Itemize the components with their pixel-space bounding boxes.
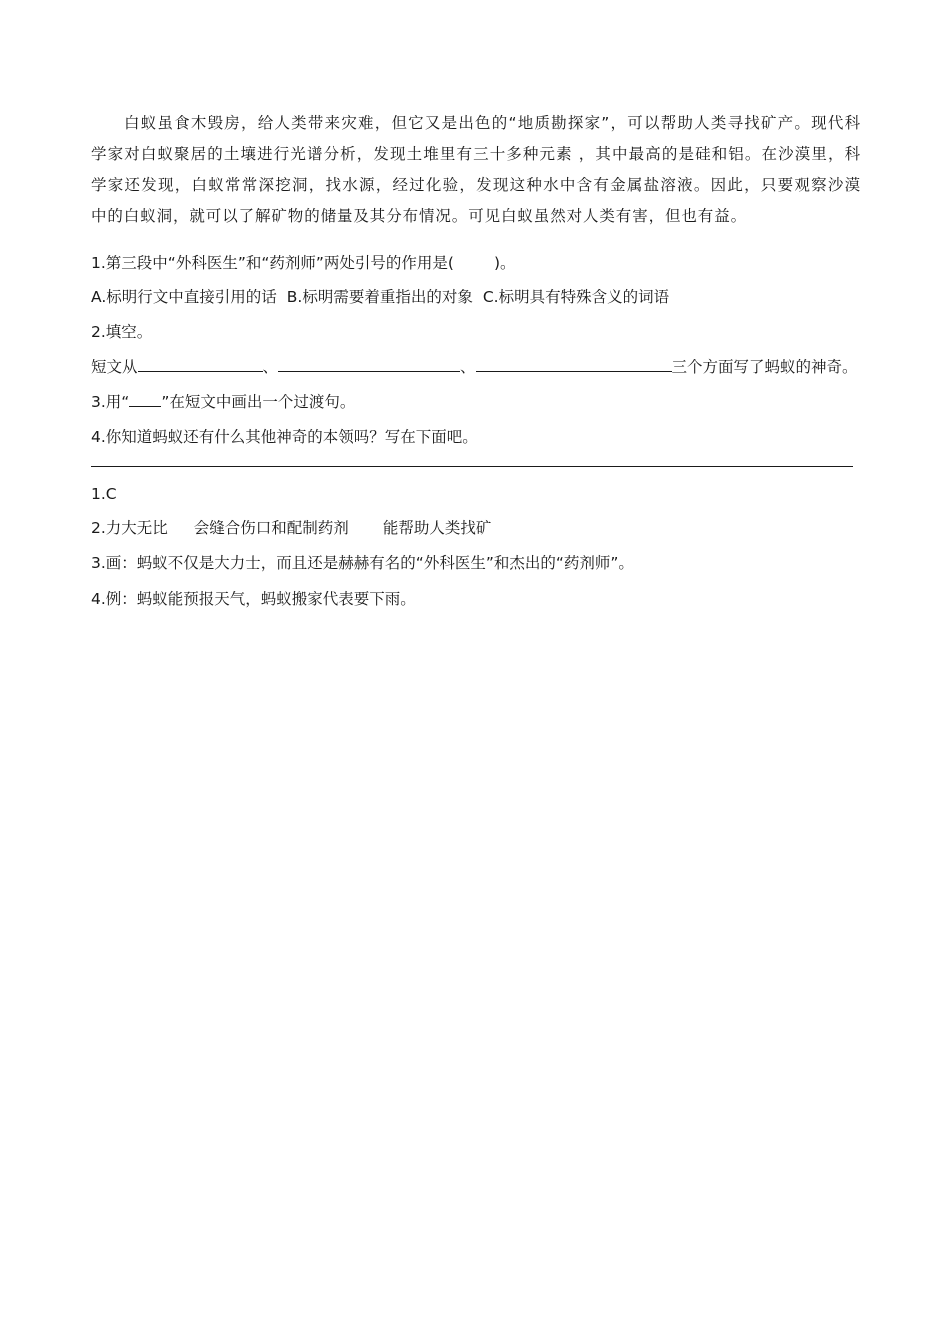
question-1-stem: 1.第三段中“外科医生”和“药剂师”两处引号的作用是( <box>91 254 454 272</box>
answer-2 <box>91 518 491 538</box>
answer-2-part-1: 2.力大无比 <box>91 519 168 537</box>
question-1-stem-end: )。 <box>493 254 516 272</box>
fill-blank-1[interactable] <box>138 357 263 372</box>
answer-write-line[interactable] <box>91 466 853 467</box>
answer-4: 4.例：蚂蚁能预报天气，蚂蚁搬家代表要下雨。 <box>91 590 416 608</box>
answer-2-part-2: 会缝合伤口和配制药剂 <box>193 519 349 537</box>
option-c: C.标明具有特殊含义的词语 <box>482 288 670 306</box>
question-2-fill <box>91 357 858 377</box>
question-1 <box>91 253 516 273</box>
question-2-suffix: 三个方面写了蚂蚁的神奇。 <box>671 358 858 376</box>
option-a: A.标明行文中直接引用的话 <box>91 288 277 306</box>
fill-blank-3[interactable] <box>476 357 672 372</box>
passage-paragraph: 白蚁虽食木毁房，给人类带来灾难，但它又是出色的“地质勘探家”，可以帮助人类寻找矿产。现代科学家对白蚁聚居的土壤进行光谱分析，发现土堆里有三十多种元素 ，其中最高的是硅和铝。在沙漠里，科学家还发现，白蚁常常深挖洞，找水源，经过化验，发现这种水中含有金属盐溶液。因此，只要观察沙漠中的白蚁洞，就可以了解矿物的储量及其分布情况。可见白蚁虽然对人类有害，但也有益。 <box>91 114 861 225</box>
answer-3: 3.画：蚂蚁不仅是大力士，而且还是赫赫有名的“外科医生”和杰出的“药剂师”。 <box>91 554 634 572</box>
question-2-title: 2.填空。 <box>91 323 153 341</box>
separator-1: 、 <box>262 358 279 376</box>
question-3-suffix: ”在短文中画出一个过渡句。 <box>161 393 356 411</box>
answer-1: 1.C <box>91 485 117 503</box>
question-3 <box>91 392 355 412</box>
question-1-options <box>91 287 669 307</box>
question-4: 4.你知道蚂蚁还有什么其他神奇的本领吗？写在下面吧。 <box>91 428 478 446</box>
separator-2: 、 <box>460 358 476 376</box>
fill-blank-2[interactable] <box>278 357 460 372</box>
option-b: B.标明需要着重指出的对象 <box>286 288 473 306</box>
underline-sample <box>129 392 161 407</box>
question-3-prefix: 3.用“ <box>91 393 130 411</box>
answer-2-part-3: 能帮助人类找矿 <box>382 519 492 537</box>
question-2-prefix: 短文从 <box>91 358 138 376</box>
